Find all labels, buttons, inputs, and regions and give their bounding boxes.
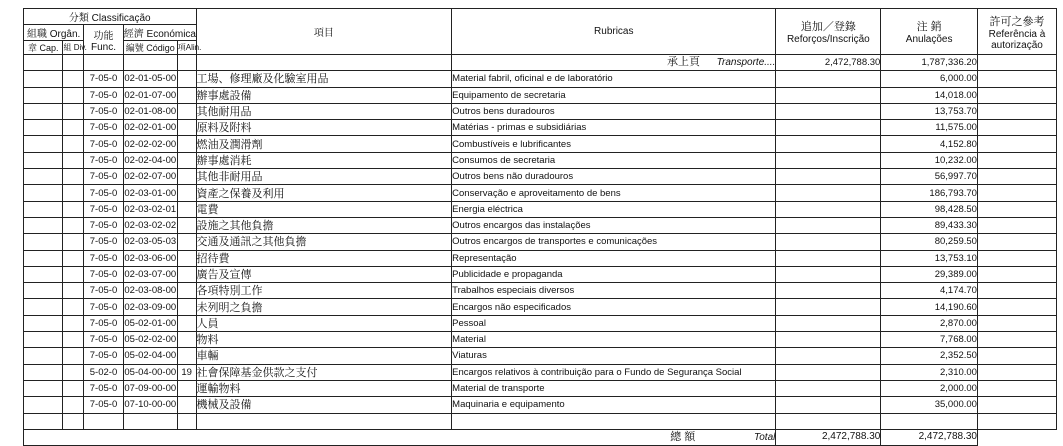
cell-referencia <box>977 332 1056 348</box>
cell-div <box>63 103 84 119</box>
cell-alin <box>177 234 196 250</box>
func-header-zh: 功能 <box>93 30 114 42</box>
cell-reforcos <box>776 152 881 168</box>
div-header: 組 Div. <box>63 41 84 55</box>
cell-codigo: 02-03-07-00 <box>123 266 177 282</box>
cell-rubrica-pt: Consumos de secretaria <box>452 152 776 168</box>
total-row <box>24 429 1057 445</box>
cell-func: 7-05-0 <box>84 266 123 282</box>
cell-div <box>63 332 84 348</box>
cell-reforcos <box>776 103 881 119</box>
cell-cap <box>24 364 63 380</box>
cell-div <box>63 169 84 185</box>
cell-func: 7-05-0 <box>84 185 123 201</box>
cell-anulacoes: 14,190.60 <box>881 299 978 315</box>
cell-func: 7-05-0 <box>84 87 123 103</box>
total-label <box>24 429 776 445</box>
anulacoes-header-pt: Anulações <box>905 34 953 45</box>
cell-anulacoes: 35,000.00 <box>881 397 978 413</box>
table-row <box>24 266 1057 282</box>
cell-func: 5-02-0 <box>84 364 123 380</box>
cell-reforcos <box>776 169 881 185</box>
cell-item-zh: 電費 <box>196 201 452 217</box>
cell-cap <box>24 217 63 233</box>
referencia-header-pt2: autorização <box>991 39 1043 51</box>
cell-codigo: 02-03-08-00 <box>123 283 177 299</box>
cell-div <box>63 136 84 152</box>
cell-codigo: 02-02-01-00 <box>123 120 177 136</box>
cell-div <box>63 299 84 315</box>
cell-reforcos <box>776 136 881 152</box>
cell-codigo: 05-02-02-00 <box>123 332 177 348</box>
cell-codigo: 02-03-06-00 <box>123 250 177 266</box>
cell-reforcos <box>776 71 881 87</box>
cell-alin <box>177 71 196 87</box>
cell-codigo: 02-02-04-00 <box>123 152 177 168</box>
cell-item-zh: 各項特別工作 <box>196 283 452 299</box>
cell-anulacoes: 4,152.80 <box>881 136 978 152</box>
cell-anulacoes: 29,389.00 <box>881 266 978 282</box>
transport-pt: Transporte.... <box>716 57 776 69</box>
cell-div <box>63 185 84 201</box>
table-row <box>24 299 1057 315</box>
total-reforcos: 2,472,788.30 <box>776 429 881 445</box>
cell-alin <box>177 120 196 136</box>
cell-codigo: 07-09-00-00 <box>123 380 177 396</box>
cell-func: 7-05-0 <box>84 283 123 299</box>
table-row <box>24 332 1057 348</box>
cell-rubrica-pt: Outros encargos de transportes e comunicações <box>452 234 776 250</box>
cell-reforcos <box>776 234 881 250</box>
table-row <box>24 71 1057 87</box>
cell-referencia <box>977 87 1056 103</box>
cell-func: 7-05-0 <box>84 103 123 119</box>
cell-cap <box>24 71 63 87</box>
cell-cap <box>24 380 63 396</box>
cell-codigo: 07-10-00-00 <box>123 397 177 413</box>
cell-func: 7-05-0 <box>84 234 123 250</box>
table-row <box>24 380 1057 396</box>
cell-referencia <box>977 364 1056 380</box>
table-row <box>24 315 1057 331</box>
func-header-pt: Func. <box>91 41 117 53</box>
cell-alin <box>177 217 196 233</box>
cell-cap <box>24 201 63 217</box>
table-row <box>24 397 1057 413</box>
cell-referencia <box>977 266 1056 282</box>
table-row <box>24 152 1057 168</box>
cell-alin <box>177 185 196 201</box>
cell-rubrica-pt: Material de transporte <box>452 380 776 396</box>
cell-alin <box>177 315 196 331</box>
cell-alin <box>177 266 196 282</box>
anulacoes-header-zh: 注 銷 <box>916 21 942 33</box>
cell-item-zh: 辦事處設備 <box>196 87 452 103</box>
cell-anulacoes: 6,000.00 <box>881 71 978 87</box>
cell-referencia <box>977 315 1056 331</box>
cell-codigo: 05-04-00-00 <box>123 364 177 380</box>
cell-cap <box>24 283 63 299</box>
cell-func: 7-05-0 <box>84 250 123 266</box>
cell-referencia <box>977 103 1056 119</box>
cell-item-zh: 原料及附料 <box>196 120 452 136</box>
cell-item-zh: 人員 <box>196 315 452 331</box>
cell-anulacoes: 56,997.70 <box>881 169 978 185</box>
table-row <box>24 250 1057 266</box>
cell-rubrica-pt: Encargos relativos à contribuição para o Fundo de Segurança Social <box>452 364 776 380</box>
cell-anulacoes: 2,352.50 <box>881 348 978 364</box>
transport-anulacoes: 1,787,336.20 <box>881 55 978 71</box>
cell-item-zh: 交通及通訊之其他負擔 <box>196 234 452 250</box>
cell-cap <box>24 87 63 103</box>
cell-reforcos <box>776 380 881 396</box>
transport-label <box>452 55 776 71</box>
cell-codigo: 02-02-07-00 <box>123 169 177 185</box>
cell-div <box>63 266 84 282</box>
cell-rubrica-pt: Encargos não especificados <box>452 299 776 315</box>
cell-rubrica-pt: Publicidade e propaganda <box>452 266 776 282</box>
cell-cap <box>24 397 63 413</box>
cell-div <box>63 380 84 396</box>
cell-cap <box>24 136 63 152</box>
cell-reforcos <box>776 332 881 348</box>
cell-alin <box>177 348 196 364</box>
table-row <box>24 185 1057 201</box>
cell-item-zh: 社會保障基金供款之支付 <box>196 364 452 380</box>
cell-rubrica-pt: Trabalhos especiais diversos <box>452 283 776 299</box>
cell-referencia <box>977 250 1056 266</box>
cell-anulacoes: 186,793.70 <box>881 185 978 201</box>
cell-func: 7-05-0 <box>84 169 123 185</box>
cell-func: 7-05-0 <box>84 380 123 396</box>
cell-codigo: 02-03-02-02 <box>123 217 177 233</box>
cell-cap <box>24 169 63 185</box>
cell-item-zh: 資產之保養及利用 <box>196 185 452 201</box>
cell-alin <box>177 103 196 119</box>
cell-item-zh: 招待費 <box>196 250 452 266</box>
cell-div <box>63 315 84 331</box>
total-anulacoes: 2,472,788.30 <box>881 429 978 445</box>
cell-div <box>63 71 84 87</box>
cell-div <box>63 201 84 217</box>
referencia-header <box>977 9 1056 55</box>
cell-reforcos <box>776 348 881 364</box>
cell-alin <box>177 380 196 396</box>
cell-alin <box>177 201 196 217</box>
cell-reforcos <box>776 250 881 266</box>
func-header <box>84 25 123 55</box>
cell-func: 7-05-0 <box>84 217 123 233</box>
cell-codigo: 02-02-02-00 <box>123 136 177 152</box>
cell-div <box>63 397 84 413</box>
cell-rubrica-pt: Outros bens duradouros <box>452 103 776 119</box>
cell-anulacoes: 10,232.00 <box>881 152 978 168</box>
cell-alin <box>177 136 196 152</box>
table-row <box>24 169 1057 185</box>
cell-func: 7-05-0 <box>84 348 123 364</box>
cell-item-zh: 運輸物料 <box>196 380 452 396</box>
cell-div <box>63 348 84 364</box>
table-row <box>24 103 1057 119</box>
economica-header: 經濟 Económica <box>123 25 196 41</box>
cell-alin <box>177 332 196 348</box>
cell-item-zh: 工場、修理廠及化驗室用品 <box>196 71 452 87</box>
cell-codigo: 02-01-07-00 <box>123 87 177 103</box>
cell-item-zh: 燃油及潤滑劑 <box>196 136 452 152</box>
cell-div <box>63 87 84 103</box>
table-row <box>24 120 1057 136</box>
cell-anulacoes: 80,259.50 <box>881 234 978 250</box>
reforcos-header-pt: Reforços/Inscrição <box>786 34 870 45</box>
cell-reforcos <box>776 299 881 315</box>
budget-sheet <box>23 8 1057 443</box>
table-row <box>24 201 1057 217</box>
cell-reforcos <box>776 120 881 136</box>
cell-rubrica-pt: Energia eléctrica <box>452 201 776 217</box>
cell-referencia <box>977 136 1056 152</box>
cell-anulacoes: 2,870.00 <box>881 315 978 331</box>
cell-referencia <box>977 397 1056 413</box>
cell-rubrica-pt: Matérias - primas e subsidiárias <box>452 120 776 136</box>
cell-referencia <box>977 185 1056 201</box>
cell-referencia <box>977 283 1056 299</box>
table-row <box>24 136 1057 152</box>
cell-alin <box>177 299 196 315</box>
cell-referencia <box>977 169 1056 185</box>
cell-referencia <box>977 152 1056 168</box>
cell-div <box>63 364 84 380</box>
cell-referencia <box>977 299 1056 315</box>
cell-item-zh: 車輛 <box>196 348 452 364</box>
cell-referencia <box>977 380 1056 396</box>
codigo-header: 編號 Código <box>123 41 177 55</box>
cell-anulacoes: 98,428.50 <box>881 201 978 217</box>
cell-codigo: 02-03-05-03 <box>123 234 177 250</box>
cell-func: 7-05-0 <box>84 332 123 348</box>
cell-rubrica-pt: Material fabril, oficinal e de laboratório <box>452 71 776 87</box>
cell-anulacoes: 11,575.00 <box>881 120 978 136</box>
cell-alin <box>177 397 196 413</box>
cell-item-zh: 設施之其他負擔 <box>196 217 452 233</box>
cell-div <box>63 217 84 233</box>
table-row <box>24 348 1057 364</box>
cell-cap <box>24 152 63 168</box>
cell-anulacoes: 13,753.70 <box>881 103 978 119</box>
cell-func: 7-05-0 <box>84 299 123 315</box>
cell-cap <box>24 348 63 364</box>
cell-func: 7-05-0 <box>84 201 123 217</box>
cell-cap <box>24 250 63 266</box>
cell-func: 7-05-0 <box>84 120 123 136</box>
cell-alin <box>177 250 196 266</box>
cell-div <box>63 250 84 266</box>
cell-item-zh: 其他非耐用品 <box>196 169 452 185</box>
cell-referencia <box>977 217 1056 233</box>
cell-reforcos <box>776 201 881 217</box>
cell-func: 7-05-0 <box>84 136 123 152</box>
referencia-header-pt1: Referência à <box>988 28 1046 40</box>
organ-header: 組職 Orgân. <box>24 25 84 41</box>
referencia-header-zh: 許可之參考 <box>989 15 1045 28</box>
cell-codigo: 02-01-08-00 <box>123 103 177 119</box>
cell-alin <box>177 87 196 103</box>
cell-codigo: 02-03-01-00 <box>123 185 177 201</box>
cell-anulacoes: 4,174.70 <box>881 283 978 299</box>
cell-codigo: 05-02-01-00 <box>123 315 177 331</box>
reforcos-header <box>776 9 881 55</box>
cell-reforcos <box>776 283 881 299</box>
cell-item-zh: 其他耐用品 <box>196 103 452 119</box>
total-pt: Total <box>754 431 776 443</box>
cell-anulacoes: 89,433.30 <box>881 217 978 233</box>
cell-referencia <box>977 201 1056 217</box>
cell-referencia <box>977 234 1056 250</box>
cell-alin: 19 <box>177 364 196 380</box>
cell-rubrica-pt: Viaturas <box>452 348 776 364</box>
alin-header: 項Alin. <box>177 41 196 55</box>
cell-cap <box>24 299 63 315</box>
cell-rubrica-pt: Equipamento de secretaria <box>452 87 776 103</box>
rubricas-header: Rubricas <box>452 9 776 55</box>
cell-anulacoes: 14,018.00 <box>881 87 978 103</box>
table-row <box>24 364 1057 380</box>
cell-cap <box>24 332 63 348</box>
budget-table <box>23 8 1057 446</box>
cell-rubrica-pt: Outros bens não duradouros <box>452 169 776 185</box>
cell-alin <box>177 283 196 299</box>
cell-alin <box>177 152 196 168</box>
cell-rubrica-pt: Maquinaria e equipamento <box>452 397 776 413</box>
cell-alin <box>177 169 196 185</box>
cell-div <box>63 234 84 250</box>
reforcos-header-zh: 追加／登錄 <box>800 21 856 33</box>
cell-codigo: 02-03-09-00 <box>123 299 177 315</box>
cell-rubrica-pt: Representação <box>452 250 776 266</box>
cell-referencia <box>977 71 1056 87</box>
cell-func: 7-05-0 <box>84 315 123 331</box>
cell-reforcos <box>776 185 881 201</box>
cell-reforcos <box>776 315 881 331</box>
anulacoes-header <box>881 9 978 55</box>
transport-row <box>24 55 1057 71</box>
table-row <box>24 234 1057 250</box>
classificacao-header: 分類 Classificação <box>24 9 197 25</box>
cell-item-zh: 未列明之負擔 <box>196 299 452 315</box>
cell-rubrica-pt: Combustíveis e lubrificantes <box>452 136 776 152</box>
table-row <box>24 217 1057 233</box>
cell-item-zh: 辦事處消耗 <box>196 152 452 168</box>
cell-func: 7-05-0 <box>84 152 123 168</box>
cell-rubrica-pt: Conservação e aproveitamento de bens <box>452 185 776 201</box>
cell-cap <box>24 266 63 282</box>
cell-cap <box>24 185 63 201</box>
cell-item-zh: 廣告及宣傳 <box>196 266 452 282</box>
cell-cap <box>24 103 63 119</box>
cell-rubrica-pt: Material <box>452 332 776 348</box>
cell-cap <box>24 315 63 331</box>
cell-rubrica-pt: Pessoal <box>452 315 776 331</box>
cell-anulacoes: 2,000.00 <box>881 380 978 396</box>
cell-div <box>63 152 84 168</box>
cell-reforcos <box>776 217 881 233</box>
cell-reforcos <box>776 364 881 380</box>
cell-cap <box>24 234 63 250</box>
cell-anulacoes: 13,753.10 <box>881 250 978 266</box>
cell-codigo: 02-01-05-00 <box>123 71 177 87</box>
cell-func: 7-05-0 <box>84 397 123 413</box>
cell-reforcos <box>776 87 881 103</box>
cell-div <box>63 283 84 299</box>
cell-anulacoes: 7,768.00 <box>881 332 978 348</box>
cell-div <box>63 120 84 136</box>
cell-func: 7-05-0 <box>84 71 123 87</box>
cell-referencia <box>977 348 1056 364</box>
cell-item-zh: 物料 <box>196 332 452 348</box>
cell-cap <box>24 120 63 136</box>
table-row <box>24 283 1057 299</box>
cap-header: 章 Cap. <box>24 41 63 55</box>
cell-codigo: 05-02-04-00 <box>123 348 177 364</box>
cell-anulacoes: 2,310.00 <box>881 364 978 380</box>
transport-reforcos: 2,472,788.30 <box>776 55 881 71</box>
transport-zh: 承上頁 <box>667 56 700 69</box>
total-zh: 總 額 <box>670 430 696 443</box>
item-zh-header: 項目 <box>196 9 452 55</box>
cell-reforcos <box>776 266 881 282</box>
table-row <box>24 87 1057 103</box>
cell-rubrica-pt: Outros encargos das instalações <box>452 217 776 233</box>
cell-reforcos <box>776 397 881 413</box>
cell-item-zh: 機械及設備 <box>196 397 452 413</box>
cell-referencia <box>977 120 1056 136</box>
cell-codigo: 02-03-02-01 <box>123 201 177 217</box>
